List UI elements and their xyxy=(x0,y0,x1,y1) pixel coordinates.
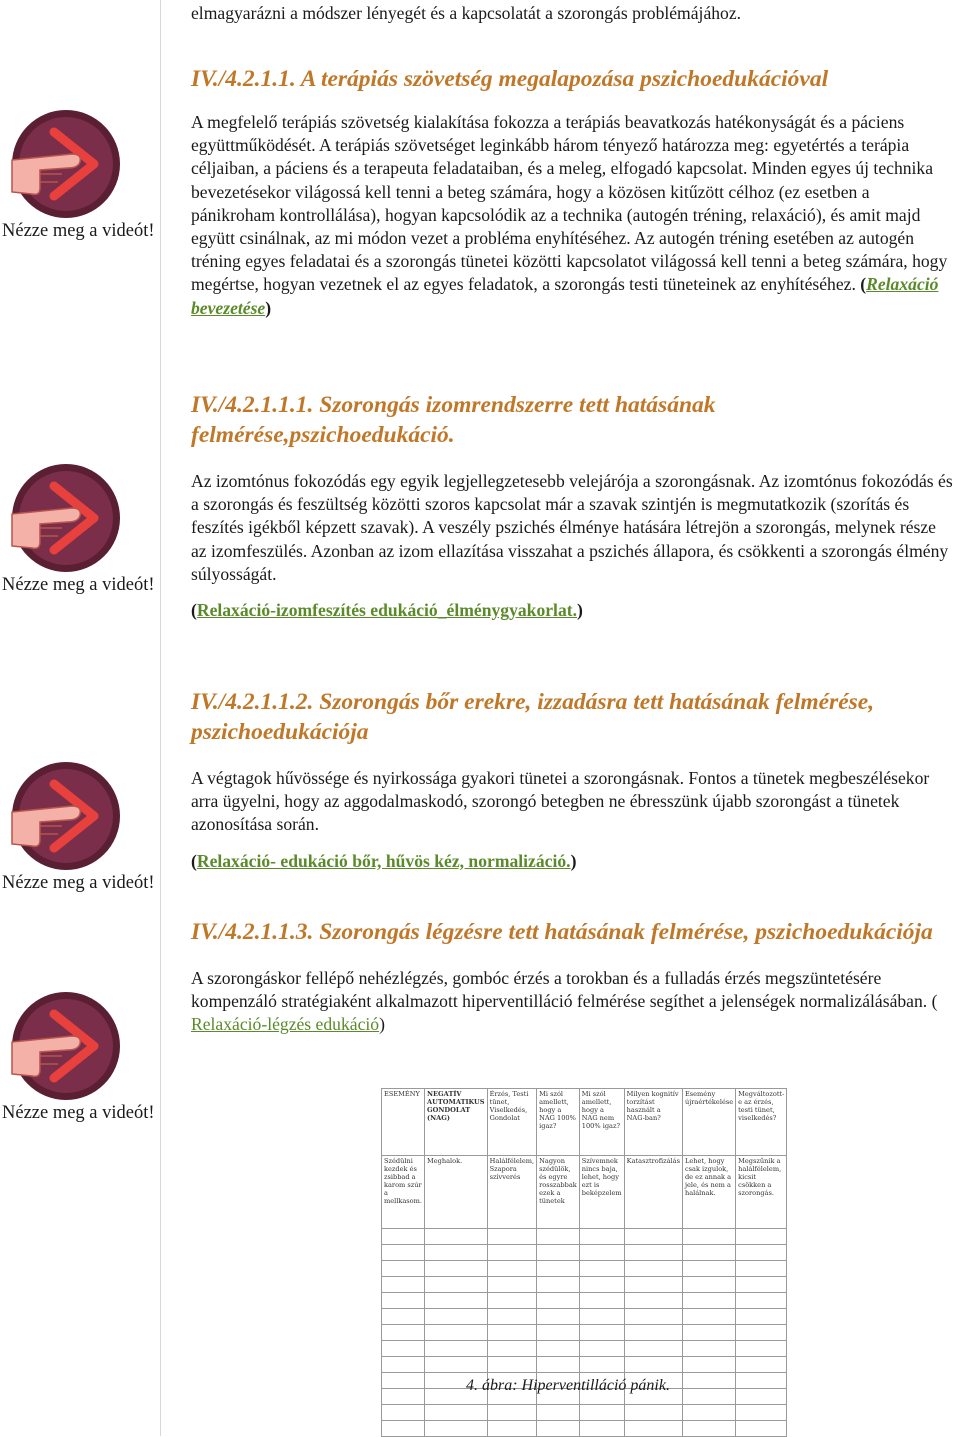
video-link-4[interactable] xyxy=(0,990,160,1125)
section-breathing-anxiety xyxy=(191,917,955,1037)
table-row-empty xyxy=(382,1325,787,1341)
video-play-icon xyxy=(10,760,122,872)
section-link-paragraph: (Relaxáció- edukáció bőr, hűvös kéz, normalizáció.) xyxy=(191,850,577,871)
video-caption: Nézze meg a videót! xyxy=(2,575,155,595)
section-heading: IV./4.2.1.1. A terápiás szövetség megalapozása pszichoedukációval xyxy=(191,66,829,92)
table-header-cell: Érzés, Testi tünet, Viselkedés, Gondolat xyxy=(487,1089,537,1156)
table-cell: Katasztrofizálás xyxy=(624,1156,682,1229)
table-cell: Megszűnik a halálfélelem, kicsit csökken a szorongás. xyxy=(736,1156,787,1229)
section-body: Az izomtónus fokozódás egy egyik legjellegzetesebb velejárója a szorongásnak. Az izomtónus fokozódás és a szorongás és feszültség közötti szoros kapcsolat már a szavak szintjén is megmutatkozik (szorítás és feszítés igékből képzett szavak). A veszély pszichés élménye hatására létrejön a szorongás, melynek része az izomfeszülés. Azonban az izom ellazítása visszahat a pszichés állapora, és csökkenti a szorongás élmény súlyosságát. xyxy=(191,471,953,584)
table-header-cell: NEGATÍV AUTOMATIKUS GONDOLAT (NAG) xyxy=(425,1089,488,1156)
table-header-cell: Milyen kognitív torzítást használt a NAG-ban? xyxy=(624,1089,682,1156)
section-heading: IV./4.2.1.1.1. Szorongás izomrendszerre tett hatásának felmérése,pszichoedukáció. xyxy=(191,392,716,448)
section-body: A szorongáskor fellépő nehézlégzés, gombóc érzés a torokban és a fulladás érzés megszüntetésére kompenzáló stratégiaként alkalmazott hiperventilláció felmérése segíthet a jelenségek normalizálásában. ( Relaxáció-légzés edukáció) xyxy=(191,968,938,1035)
muscle-relaxation-link[interactable]: Relaxáció-izomfeszítés edukáció_élménygyakorlat. xyxy=(196,600,577,621)
table-cell: Halálfélelem, Szapora szívverés xyxy=(487,1156,537,1229)
figure-caption: 4. ábra: Hiperventilláció pánik. xyxy=(466,1377,670,1394)
video-link-3[interactable] xyxy=(0,760,160,895)
table-row-empty xyxy=(382,1277,787,1293)
table-cell: Meghalok. xyxy=(425,1156,488,1229)
table-header-cell: ESEMÉNY xyxy=(382,1089,425,1156)
video-caption: Nézze meg a videót! xyxy=(2,221,155,241)
section-muscle-anxiety xyxy=(191,390,955,622)
table-row-empty xyxy=(382,1261,787,1277)
video-caption: Nézze meg a videót! xyxy=(2,1103,155,1123)
video-play-icon xyxy=(10,990,122,1102)
skin-relaxation-link[interactable]: Relaxáció- edukáció bőr, hűvös kéz, normalizáció. xyxy=(196,850,571,871)
table-header-row xyxy=(382,1089,787,1156)
breathing-relaxation-link[interactable]: Relaxáció-légzés edukáció xyxy=(191,1014,380,1035)
section-body: A megfelelő terápiás szövetség kialakítása fokozza a terápiás beavatkozás hatékonyságát és a páciens együttműködését. A terápiás szövetséget leginkább három tényező határozza meg: egyetértés a terápia céljaiban, a páciens és a terapeuta feladataiban, és a meleg, elfogadó kapcsolat. Minden egyes új technika bevezetésekor világossá kell tenni a beteg számára, hogy a közösen kitűzött célhoz (ez esetben a pánikroham kontrollálása), hogyan kapcsolódik az a technika (autogén tréning, relaxáció), és amit majd együtt csinálnak, az mi módon vezet a probléma enyhítéséhez. Az autogén tréning esetében az autogén tréning egyes feladatai és a szorongás tünetei közötti kapcsolatot világossá kell tenni a beteg számára, hogy megértse, hogyan vezetnek el az egyes feladatok, a szorongás testi tüneteinek az enyhítéséhez. (Relaxáció bevezetése) xyxy=(191,112,948,318)
section-heading: IV./4.2.1.1.2. Szorongás bőr erekre, izzadásra tett hatásának felmérése, pszichoedukációja xyxy=(191,689,875,745)
section-therapeutic-alliance xyxy=(191,65,955,320)
table-header-cell: Mi szól amellett, hogy a NAG nem 100% igaz? xyxy=(579,1089,624,1156)
table-header-cell: Esemény újraértékelése xyxy=(682,1089,735,1156)
table-row-empty xyxy=(382,1421,787,1437)
table-header-cell: Megváltozott-e az érzés, testi tünet, viselkedés? xyxy=(736,1089,787,1156)
table-row-empty xyxy=(382,1405,787,1421)
table-row-empty xyxy=(382,1229,787,1245)
section-heading: IV./4.2.1.1.3. Szorongás légzésre tett hatásának felmérése, pszichoedukációja xyxy=(191,919,933,945)
intro-text: elmagyarázni a módszer lényegét és a kapcsolatát a szorongás problémájához. xyxy=(191,3,742,23)
table-row-empty xyxy=(382,1245,787,1261)
video-link-2[interactable] xyxy=(0,462,160,597)
video-link-1[interactable] xyxy=(0,108,160,243)
column-divider xyxy=(160,0,161,1436)
section-body: A végtagok hűvössége és nyirkossága gyakori tünetei a szorongásnak. Fontos a tünetek megbeszélésekor arra ügyelni, hogy az aggodalmaskodó, szorongó betegben ne ébresszünk újabb szorongást a tünetek azonosítása során. xyxy=(191,768,930,835)
intro-paragraph xyxy=(191,2,955,25)
section-skin-anxiety xyxy=(191,687,955,873)
table-row-empty xyxy=(382,1341,787,1357)
table-cell: Szédülni kezdek és zsibbad a karom szúr a mellkasom. xyxy=(382,1156,425,1229)
relaxation-intro-link[interactable]: Relaxáció bevezetése xyxy=(191,274,939,318)
table-cell: Nagyon szédülök, és egyre rosszabbak ezek a tünetek xyxy=(537,1156,580,1229)
table-row-empty xyxy=(382,1293,787,1309)
table-header-cell: Mi szól amellett, hogy a NAG 100% igaz? xyxy=(537,1089,580,1156)
table-cell: Szívemnek nincs baja, lehet, hogy ezt is beképzelem xyxy=(579,1156,624,1229)
table-row-empty xyxy=(382,1309,787,1325)
video-play-icon xyxy=(10,108,122,220)
video-play-icon xyxy=(10,462,122,574)
video-caption: Nézze meg a videót! xyxy=(2,873,155,893)
table-row xyxy=(382,1156,787,1229)
table-cell: Lehet, hogy csak izgulok, de ez annak a jele, és nem a halálnak. xyxy=(682,1156,735,1229)
table-row-empty xyxy=(382,1357,787,1373)
section-link-paragraph: (Relaxáció-izomfeszítés edukáció_élménygyakorlat.) xyxy=(191,600,583,621)
